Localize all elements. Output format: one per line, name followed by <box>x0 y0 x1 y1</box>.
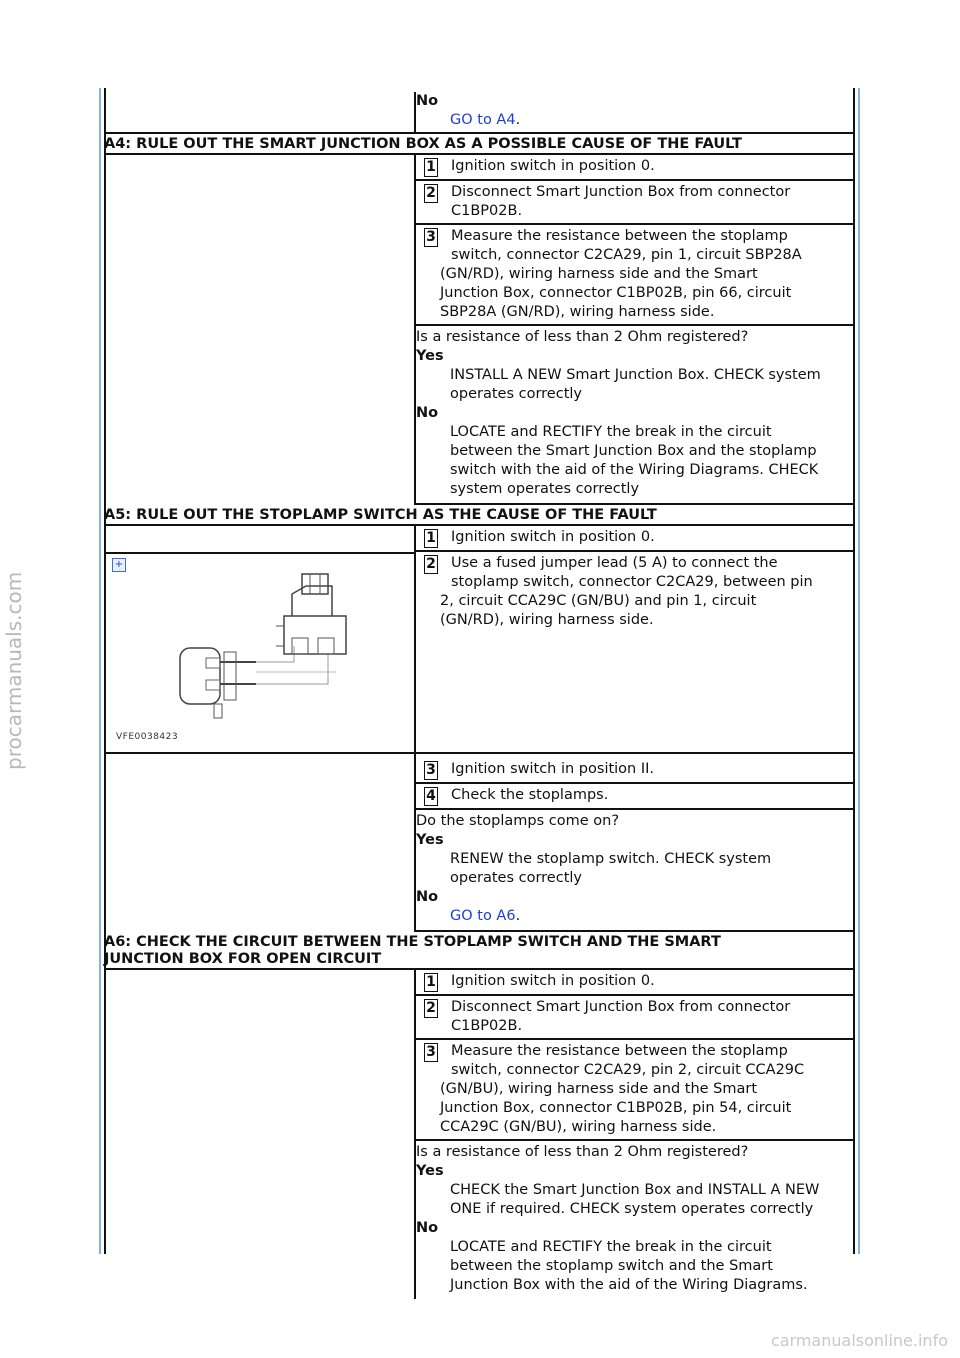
yes-label: Yes <box>416 348 444 364</box>
section-a5-body-2 <box>104 754 854 932</box>
no-text: LOCATE and RECTIFY the break in the circuit between the stoplamp switch and the Smart Junction Box with the aid of the Wiring Diagrams. <box>450 1239 808 1293</box>
no-label: No <box>416 93 439 109</box>
a5-image-row <box>104 552 854 754</box>
step-text: SBP28A (GN/RD), wiring harness side. <box>440 304 715 320</box>
a5-step-2 <box>416 552 854 632</box>
step-text: Measure the resistance between the stoplamp <box>451 1043 788 1059</box>
step-text: 2, circuit CCA29C (GN/BU) and pin 1, circuit <box>440 593 757 609</box>
step-text: Disconnect Smart Junction Box from connector <box>451 999 791 1015</box>
section-title-line: JUNCTION BOX FOR OPEN CIRCUIT <box>104 951 382 967</box>
section-title-line: A6: CHECK THE CIRCUIT BETWEEN THE STOPLAMP SWITCH AND THE SMART <box>104 934 721 950</box>
a4-step-3 <box>416 225 854 326</box>
a6-question-block <box>416 1141 854 1299</box>
step-number: 3 <box>424 761 438 780</box>
yes-label: Yes <box>416 832 444 848</box>
goto-a4-link[interactable]: GO to A4 <box>450 112 516 128</box>
step-text: C1BP02B. <box>451 1018 523 1034</box>
goto-a6-link[interactable]: GO to A6 <box>450 908 516 924</box>
step-number: 3 <box>424 1043 438 1062</box>
step-text: stoplamp switch, connector C2CA29, between pin <box>451 574 813 590</box>
period: . <box>515 112 521 128</box>
a5-step-1 <box>416 526 854 552</box>
step-text: Measure the resistance between the stoplamp <box>451 228 788 244</box>
footer-watermark: carmanualsonline.info <box>770 1331 948 1350</box>
step-text: Check the stoplamps. <box>451 787 609 803</box>
period: . <box>515 908 521 924</box>
step-number: 2 <box>424 184 438 203</box>
step-number: 4 <box>424 787 438 806</box>
no-label: No <box>416 1220 439 1236</box>
page-border-right-outer <box>858 88 860 1254</box>
step-text: switch, connector C2CA29, pin 1, circuit SBP28A <box>451 247 802 263</box>
step-number: 1 <box>424 158 438 177</box>
step-text: Junction Box, connector C1BP02B, pin 66, circuit <box>440 285 792 301</box>
a6-step-3 <box>416 1040 854 1141</box>
a6-step-1 <box>416 970 854 996</box>
step-text: Ignition switch in position 0. <box>451 973 655 989</box>
step-text: Junction Box, connector C1BP02B, pin 54, circuit <box>440 1100 792 1116</box>
step-text: Ignition switch in position II. <box>451 761 655 777</box>
yes-text: CHECK the Smart Junction Box and INSTALL A NEW ONE if required. CHECK system operates correctly <box>450 1182 820 1217</box>
yes-text: RENEW the stoplamp switch. CHECK system operates correctly <box>450 851 772 886</box>
a4-step-1 <box>416 155 854 181</box>
step-number: 1 <box>424 529 438 548</box>
a5-step-3 <box>416 758 854 784</box>
step-text: (GN/BU), wiring harness side and the Smart <box>440 1081 758 1097</box>
yes-label: Yes <box>416 1163 444 1179</box>
step-text: Ignition switch in position 0. <box>451 158 655 174</box>
stoplamp-switch-illustration <box>106 554 412 750</box>
step-text: (GN/RD), wiring harness side and the Smart <box>440 266 758 282</box>
step-text: Ignition switch in position 0. <box>451 529 655 545</box>
step-text: C1BP02B. <box>451 203 523 219</box>
step-text: (GN/RD), wiring harness side. <box>440 612 654 628</box>
zoom-icon[interactable]: + <box>112 558 126 572</box>
step-number: 3 <box>424 228 438 247</box>
image-code: VFE0038423 <box>116 732 179 742</box>
no-text: LOCATE and RECTIFY the break in the circuit between the Smart Junction Box and the stoplamp switch with the aid of the Wiring Diagrams. CHECK system operates correctly <box>450 424 819 497</box>
step-text: Disconnect Smart Junction Box from connector <box>451 184 791 200</box>
question-text: Is a resistance of less than 2 Ohm registered? <box>416 329 749 345</box>
section-a5-title: A5: RULE OUT THE STOPLAMP SWITCH AS THE CAUSE OF THE FAULT <box>104 505 854 526</box>
step-text: CCA29C (GN/BU), wiring harness side. <box>440 1119 717 1135</box>
question-text: Is a resistance of less than 2 Ohm registered? <box>416 1144 749 1160</box>
section-a6-title <box>104 932 854 970</box>
section-a4-title: A4: RULE OUT THE SMART JUNCTION BOX AS A POSSIBLE CAUSE OF THE FAULT <box>104 132 854 155</box>
a4-question-block <box>416 326 854 505</box>
a4-step-2 <box>416 181 854 225</box>
page-border-left-outer <box>99 88 101 1254</box>
question-text: Do the stoplamps come on? <box>416 813 620 829</box>
step-text: Use a fused jumper lead (5 A) to connect the <box>451 555 778 571</box>
side-watermark: procarmanuals.com <box>2 571 26 770</box>
no-label: No <box>416 889 439 905</box>
a5-question-block <box>416 810 854 932</box>
section-a6-body <box>104 970 854 1299</box>
section-a5-body <box>104 526 854 552</box>
diagnostic-document <box>104 92 854 1299</box>
step-text: switch, connector C2CA29, pin 2, circuit CCA29C <box>451 1062 805 1078</box>
step-number: 2 <box>424 555 438 574</box>
step-number: 1 <box>424 973 438 992</box>
section-a4-body <box>104 155 854 505</box>
a6-step-2 <box>416 996 854 1040</box>
a5-step-4 <box>416 784 854 810</box>
connector-diagram <box>104 552 414 754</box>
step-number: 2 <box>424 999 438 1018</box>
top-carryover-row <box>104 92 854 132</box>
yes-text: INSTALL A NEW Smart Junction Box. CHECK system operates correctly <box>450 367 821 402</box>
no-label: No <box>416 405 439 421</box>
